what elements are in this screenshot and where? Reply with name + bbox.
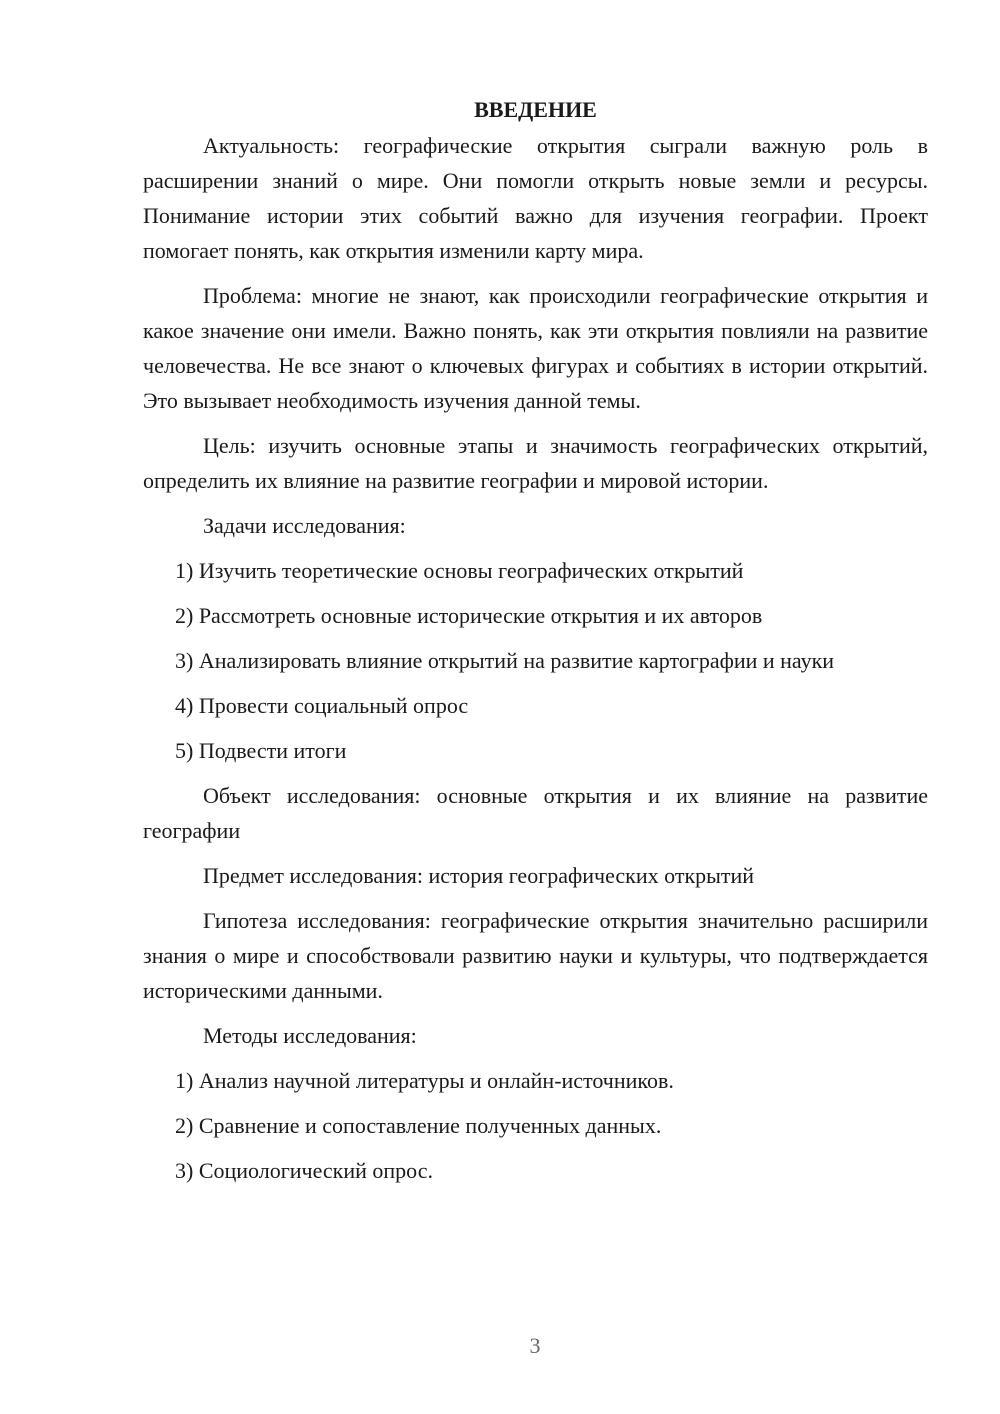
method-item: 3) Социологический опрос. bbox=[175, 1158, 433, 1183]
task-item: 4) Провести социальный опрос bbox=[175, 693, 469, 718]
tasks-list bbox=[143, 553, 928, 768]
task-item: 1) Изучить теоретические основы географических открытий bbox=[175, 558, 744, 583]
task-item: 5) Подвести итоги bbox=[175, 738, 347, 763]
goal-paragraph: Цель: изучить основные этапы и значимость географических открытий, определить их влияние на развитие географии и мировой истории. bbox=[143, 433, 928, 493]
problem-paragraph: Проблема: многие не знают, как происходили географические открытия и какое значение они имели. Важно понять, как эти открытия повлияли на развитие человечества. Не все знают о ключевых фигурах и событиях в истории открытий. Это вызывает необходимость изучения данной темы. bbox=[143, 283, 928, 413]
page-number: 3 bbox=[529, 1333, 541, 1358]
hypothesis-paragraph: Гипотеза исследования: географические открытия значительно расширили знания о мире и способствовали развитию науки и культуры, что подтверждается историческими данными. bbox=[143, 908, 928, 1003]
task-item: 3) Анализировать влияние открытий на развитие картографии и науки bbox=[175, 648, 835, 673]
object-paragraph: Объект исследования: основные открытия и их влияние на развитие географии bbox=[143, 783, 928, 843]
page-title: ВВЕДЕНИЕ bbox=[474, 97, 597, 122]
tasks-heading: Задачи исследования: bbox=[203, 513, 406, 538]
subject-paragraph: Предмет исследования: история географических открытий bbox=[203, 863, 755, 888]
relevance-paragraph: Актуальность: географические открытия сыграли важную роль в расширении знаний о мире. Они помогли открыть новые земли и ресурсы. Понимание истории этих событий важно для изучения географии. Проект помогает понять, как открытия изменили карту мира. bbox=[143, 133, 928, 263]
methods-list bbox=[143, 1063, 928, 1188]
methods-heading: Методы исследования: bbox=[203, 1023, 417, 1048]
method-item: 1) Анализ научной литературы и онлайн-источников. bbox=[175, 1068, 674, 1093]
document-page bbox=[143, 92, 928, 1198]
method-item: 2) Сравнение и сопоставление полученных данных. bbox=[175, 1113, 662, 1138]
task-item: 2) Рассмотреть основные исторические открытия и их авторов bbox=[175, 603, 763, 628]
